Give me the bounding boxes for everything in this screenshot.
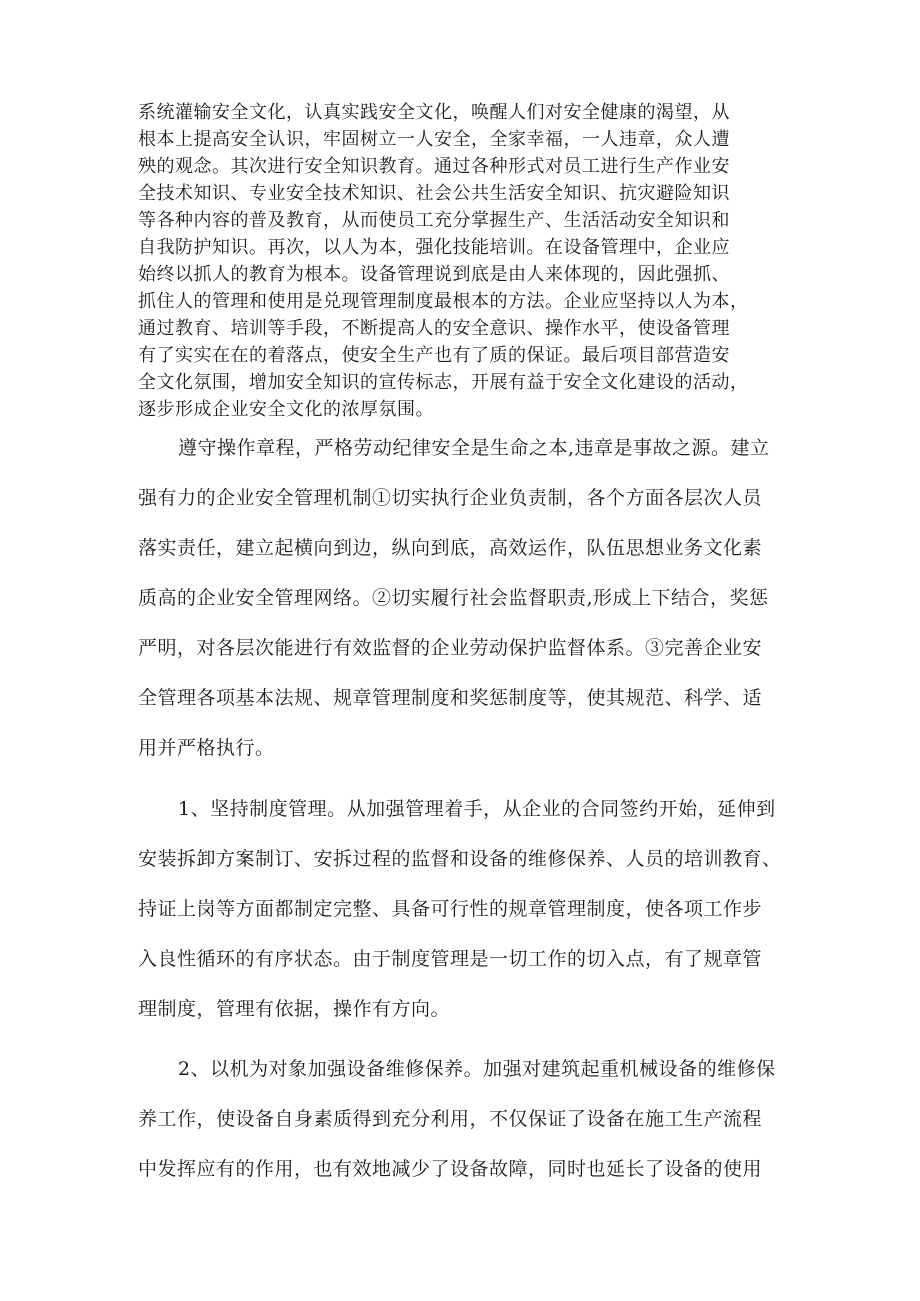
text-line: 质高的企业安全管理网络。②切实履行社会监督职责,形成上下结合，奖惩 xyxy=(138,587,769,609)
text-line: 中发挥应有的作用，也有效地减少了设备故障，同时也延长了设备的使用 xyxy=(138,1158,763,1180)
text-line: 遵守操作章程，严格劳动纪律安全是生命之本,违章是事故之源。建立 xyxy=(178,437,770,459)
text-line: 殃的观念。其次进行安全知识教育。通过各种形式对员工进行生产作业安 xyxy=(138,156,730,177)
text-line: 始终以抓人的教育为根本。设备管理说到底是由人来体现的，因此强抓、 xyxy=(138,264,730,285)
text-line: 通过教育、培训等手段，不断提高人的安全意识、操作水平，使设备管理 xyxy=(138,318,730,339)
text-line: 全管理各项基本法规、规章管理制度和奖惩制度等，使其规范、科学、适 xyxy=(138,687,763,709)
text-line: 1、坚持制度管理。从加强管理着手，从企业的合同签约开始，延伸到 xyxy=(178,798,776,820)
text-line: 理制度，管理有依据，操作有方向。 xyxy=(138,998,451,1020)
text-line: 逐步形成企业安全文化的浓厚氛围。 xyxy=(138,399,434,420)
text-line: 用并严格执行。 xyxy=(138,737,275,759)
text-line: 自我防护知识。再次，以人为本，强化技能培训。在设备管理中，企业应 xyxy=(138,237,730,258)
text-line: 安装拆卸方案制订、安拆过程的监督和设备的维修保养、人员的培训教育、 xyxy=(138,848,782,870)
text-line: 系统灌输安全文化，认真实践安全文化，唤醒人们对安全健康的渴望，从 xyxy=(138,102,730,123)
text-line: 抓住人的管理和使用是兑现管理制度最根本的方法。企业应坚持以人为本， xyxy=(138,291,749,312)
text-line: 持证上岗等方面都制定完整、具备可行性的规章管理制度，使各项工作步 xyxy=(138,898,763,920)
text-line: 强有力的企业安全管理机制①切实执行企业负责制，各个方面各层次人员 xyxy=(138,487,763,509)
text-line: 落实责任，建立起横向到边，纵向到底，高效运作，队伍思想业务文化素 xyxy=(138,537,763,559)
text-line: 2、以机为对象加强设备维修保养。加强对建筑起重机械设备的维修保 xyxy=(178,1058,776,1080)
text-line: 入良性循环的有序状态。由于制度管理是一切工作的切入点，有了规章管 xyxy=(138,948,763,970)
text-line: 根本上提高安全认识，牢固树立一人安全，全家幸福，一人违章，众人遭 xyxy=(138,129,730,150)
text-line: 养工作，使设备自身素质得到充分利用，不仅保证了设备在施工生产流程 xyxy=(138,1108,763,1130)
text-line: 严明，对各层次能进行有效监督的企业劳动保护监督体系。③完善企业安 xyxy=(138,637,763,659)
text-line: 有了实实在在的着落点，使安全生产也有了质的保证。最后项目部营造安 xyxy=(138,345,730,366)
text-line: 等各种内容的普及教育，从而使员工充分掌握生产、生活活动安全知识和 xyxy=(138,210,730,231)
text-line: 全技术知识、专业安全技术知识、社会公共生活安全知识、抗灾避险知识 xyxy=(138,183,730,204)
text-line: 全文化氛围，增加安全知识的宣传标志，开展有益于安全文化建设的活动， xyxy=(138,372,749,393)
